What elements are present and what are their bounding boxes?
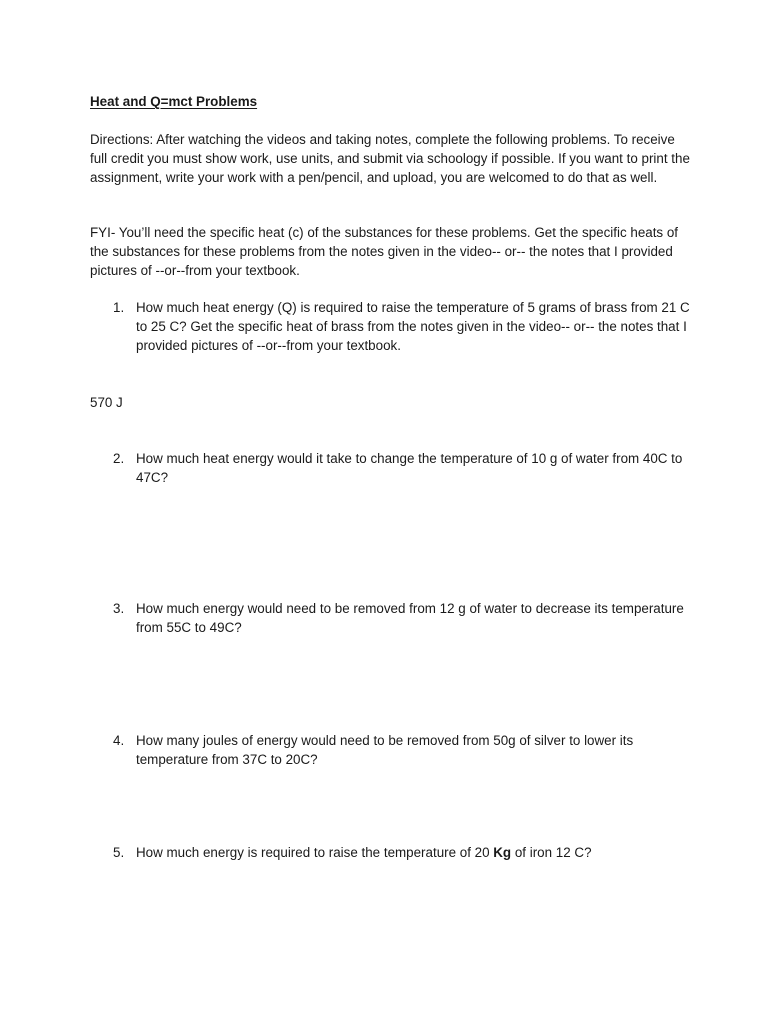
problem-text-part: How much energy is required to raise the temperature of 20	[136, 845, 494, 860]
problem-text: How much heat energy would it take to change the temperature of 10 g of water from 40C to 47C?	[136, 451, 683, 485]
problem-text: How much heat energy (Q) is required to raise the temperature of 5 grams of brass from 21 C to 25 C? Get the specific heat of brass from the notes given in the video-- or-- the notes that I provided pictures of --or--from your textbook.	[136, 300, 690, 353]
problem-text-part: of iron 12 C?	[511, 845, 592, 860]
problem-item	[113, 731, 693, 769]
problem-text	[136, 843, 693, 862]
problem-item	[113, 449, 693, 487]
problem-item	[113, 298, 693, 355]
fyi-paragraph: FYI- You’ll need the specific heat (c) of the substances for these problems. Get the specific heats of the substances for these problems from the notes given in the video-- or-- the notes that I provided pictures of --or--from your textbook.	[90, 225, 679, 278]
problem-text: How much energy would need to be removed from 12 g of water to decrease its temperature from 55C to 49C?	[136, 601, 684, 635]
problem-item	[113, 599, 693, 637]
problem-text: How many joules of energy would need to be removed from 50g of silver to lower its temperature from 37C to 20C?	[136, 733, 634, 767]
problem-number: 4.	[113, 733, 125, 748]
problem-number: 3.	[113, 601, 125, 616]
problem-number: 5.	[113, 845, 125, 860]
problem-number: 1.	[113, 300, 125, 315]
unit-emphasis: Kg	[493, 845, 512, 860]
problem-number: 2.	[113, 451, 125, 466]
page-title: Heat and Q=mct Problems	[90, 94, 258, 109]
answer-text: 570 J	[90, 395, 123, 410]
directions-paragraph: Directions: After watching the videos and taking notes, complete the following problems. To receive full credit you must show work, use units, and submit via schoology if possible. If you want to print the assignment, write your work with a pen/pencil, and upload, you are welcomed to do that as well.	[90, 132, 690, 185]
problem-item	[113, 843, 693, 862]
